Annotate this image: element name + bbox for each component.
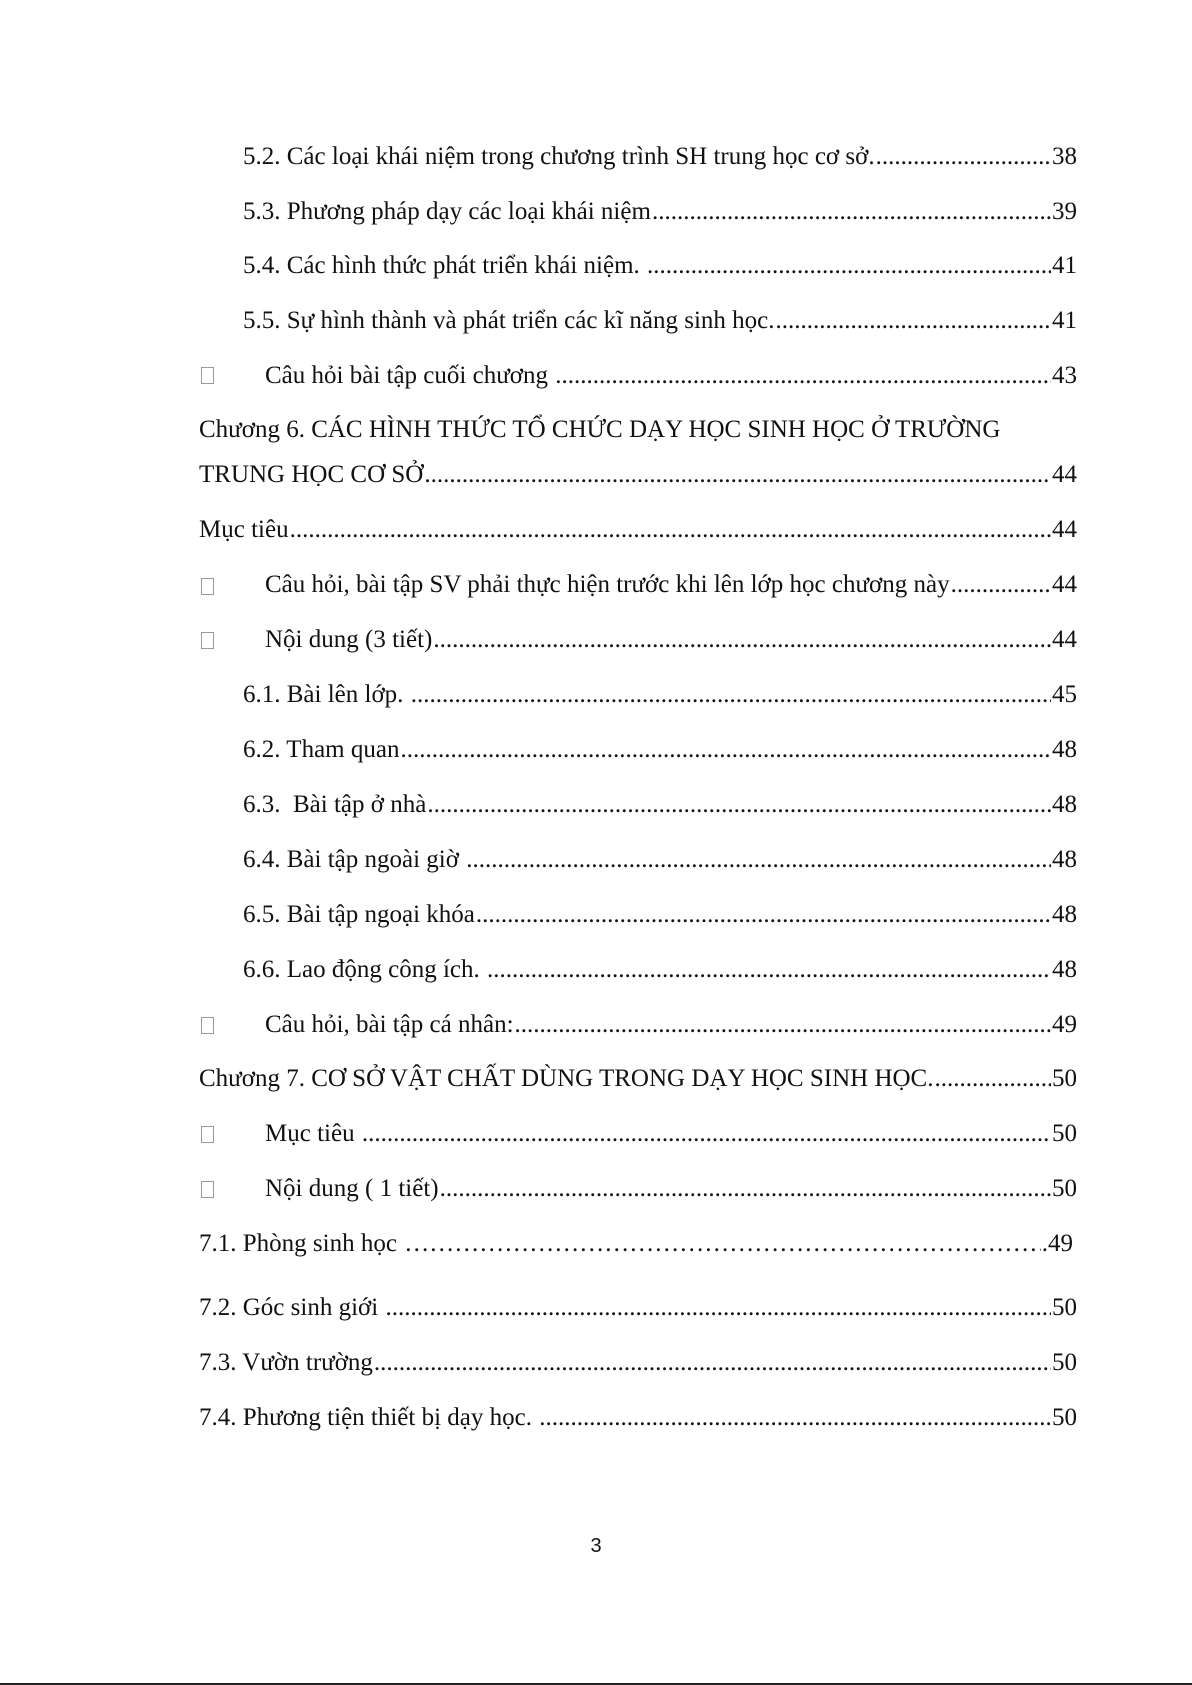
toc-entry-page: 44 [1052, 571, 1077, 598]
toc-entry-label: 7.3. Vườn trường [199, 1349, 373, 1376]
toc-entry[interactable] [199, 1064, 1077, 1094]
bullet-box-icon [201, 1181, 214, 1198]
toc-entry[interactable] [265, 1174, 1077, 1204]
toc-entry[interactable] [265, 570, 1077, 600]
toc-entry[interactable] [243, 306, 1077, 336]
dot-leader [433, 625, 1051, 655]
toc-entry-label: Mục tiêu [265, 1120, 361, 1147]
dot-leader [476, 900, 1051, 930]
toc-entry[interactable] [199, 1348, 1077, 1378]
toc-entry-page: 49 [1052, 1011, 1077, 1038]
toc-entry-page: 44 [1052, 626, 1077, 653]
toc-entry-label: 6.2. Tham quan [243, 736, 400, 763]
dot-leader [466, 845, 1051, 875]
toc-entry-label: Câu hỏi, bài tập cá nhân: [265, 1011, 514, 1038]
dot-leader [515, 1010, 1051, 1040]
toc-entry[interactable] [199, 515, 1077, 545]
toc-entry-label: 5.5. Sự hình thành và phát triển các kĩ năng sinh học. [243, 307, 775, 334]
toc-entry-page: 48 [1052, 736, 1077, 763]
toc-entry-label: 6.6. Lao động công ích. [243, 956, 487, 983]
toc-entry-label: Nội dung ( 1 tiết) [265, 1175, 439, 1202]
dot-leader [290, 515, 1051, 545]
toc-entry[interactable] [243, 735, 1077, 765]
bullet-box-icon [201, 1126, 214, 1143]
dot-leader [647, 251, 1051, 281]
toc-entry-label: 5.2. Các loại khái niệm trong chương trình SH trung học cơ sở. [243, 143, 875, 170]
dot-leader [440, 1174, 1051, 1204]
toc-entry-page: 50 [1052, 1065, 1077, 1092]
dot-leader [362, 1119, 1051, 1149]
dot-leader [374, 1348, 1051, 1378]
toc-entry[interactable] [243, 845, 1077, 875]
toc-entry[interactable] [243, 790, 1077, 820]
toc-entry-page: 50 [1052, 1294, 1077, 1321]
dot-leader [539, 1403, 1051, 1433]
chapter-heading[interactable]: Chương 6. CÁC HÌNH THỨC TỔ CHỨC DẠY HỌC SINH HỌC Ở TRƯỜNG [199, 416, 1001, 443]
toc-entry-page: 43 [1052, 362, 1077, 389]
toc-entry-page: 48 [1052, 791, 1077, 818]
toc-entry[interactable] [243, 142, 1077, 172]
bullet-box-icon [201, 632, 214, 649]
toc-entry[interactable] [243, 900, 1077, 930]
toc-entry-page: 50 [1052, 1404, 1077, 1431]
dot-leader [411, 680, 1051, 710]
toc-entry[interactable] [243, 251, 1077, 281]
toc-entry-page: 48 [1052, 846, 1077, 873]
toc-entry-label: Câu hỏi bài tập cuối chương [265, 362, 555, 389]
dot-leader [404, 1229, 1041, 1259]
bullet-box-icon [201, 1017, 214, 1034]
toc-entry[interactable] [199, 460, 1077, 490]
toc-entry-label: 5.4. Các hình thức phát triển khái niệm. [243, 252, 647, 279]
toc-entry-label: 5.3. Phương pháp dạy các loại khái niệm [243, 198, 651, 225]
toc-entry-page: 39 [1052, 198, 1077, 225]
toc-entry-page: 48 [1052, 901, 1077, 928]
toc-entry-label: Nội dung (3 tiết) [265, 626, 433, 653]
dot-leader [555, 361, 1051, 391]
toc-entry-page: 50 [1052, 1349, 1077, 1376]
toc-entry[interactable] [199, 1403, 1077, 1433]
toc-entry-label: 7.4. Phương tiện thiết bị dạy học. [199, 1404, 539, 1431]
toc-entry[interactable] [243, 955, 1077, 985]
page-number: 3 [590, 1535, 602, 1557]
bullet-box-icon [201, 367, 214, 384]
toc-entry-page: 41 [1052, 307, 1077, 334]
toc-entry-page: 44 [1052, 461, 1077, 488]
toc-entry-page: 48 [1052, 956, 1077, 983]
toc-entry-label: 6.3. Bài tập ở nhà [243, 791, 427, 818]
dot-leader [652, 197, 1051, 227]
toc-entry-page: .49 [1041, 1230, 1073, 1257]
toc-entry[interactable] [265, 1010, 1077, 1040]
dot-leader [385, 1293, 1051, 1323]
toc-entry-label: TRUNG HỌC CƠ SỞ [199, 461, 424, 488]
dot-leader [487, 955, 1051, 985]
toc-entry-page: 45 [1052, 681, 1077, 708]
toc-entry-page: 44 [1052, 516, 1077, 543]
dot-leader [400, 735, 1051, 765]
toc-entry-page: 50 [1052, 1175, 1077, 1202]
toc-entry-label: 7.1. Phòng sinh học [199, 1230, 404, 1257]
toc-entry-label: Chương 7. CƠ SỞ VẬT CHẤT DÙNG TRONG DẠY HỌC SINH HỌC. [199, 1065, 934, 1092]
toc-entry-label: 6.5. Bài tập ngoại khóa [243, 901, 475, 928]
toc-entry-label: 7.2. Góc sinh giới [199, 1294, 385, 1321]
toc-entry-label: Câu hỏi, bài tập SV phải thực hiện trước khi lên lớp học chương này [265, 571, 950, 598]
toc-entry[interactable] [265, 1119, 1077, 1149]
toc-entry-label: Mục tiêu [199, 516, 289, 543]
toc-entry-page: 41 [1052, 252, 1077, 279]
dot-leader [776, 306, 1052, 336]
toc-entry[interactable] [243, 680, 1077, 710]
toc-entry[interactable] [199, 1229, 1073, 1259]
toc-entry-page: 50 [1052, 1120, 1077, 1147]
toc-entry[interactable] [265, 625, 1077, 655]
toc-entry-page: 38 [1052, 143, 1077, 170]
bullet-box-icon [201, 578, 214, 595]
dot-leader [934, 1064, 1051, 1094]
dot-leader [427, 790, 1051, 820]
dot-leader [876, 142, 1051, 172]
toc-entry[interactable] [265, 361, 1077, 391]
toc-entry[interactable] [243, 197, 1077, 227]
dot-leader [951, 570, 1051, 600]
dot-leader [424, 460, 1051, 490]
toc-entry[interactable] [199, 1293, 1077, 1323]
toc-entry-label: 6.1. Bài lên lớp. [243, 681, 410, 708]
toc-entry-label: 6.4. Bài tập ngoài giờ [243, 846, 466, 873]
